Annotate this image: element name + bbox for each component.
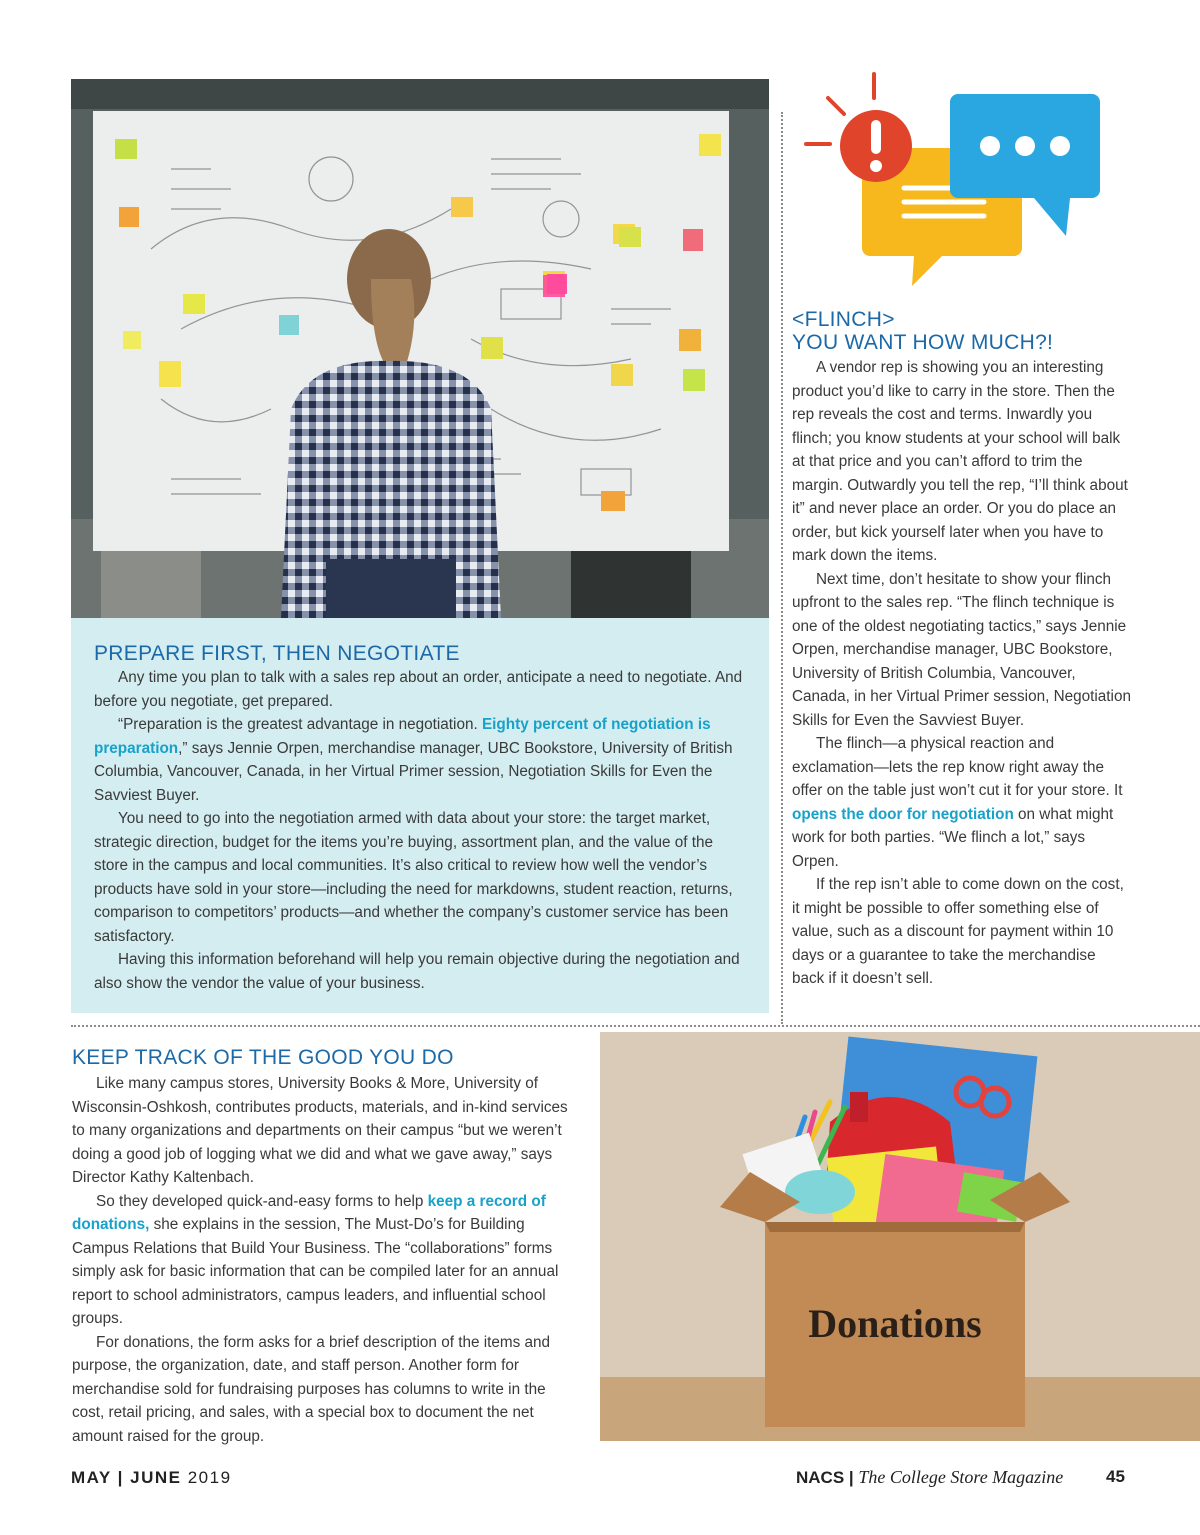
prepare-sidebar xyxy=(71,618,769,1013)
keep-track-section xyxy=(72,1046,572,1448)
donations-illustration xyxy=(600,1032,1200,1441)
flinch-paragraph-4: If the rep isn’t able to come down on the cost, it might be possible to offer something else of value, such as a discount for payment within 10 days or a guarantee to take the merchandise back if it doesn’t sell. xyxy=(792,876,1124,987)
flinch-paragraph-2: Next time, don’t hesitate to show your flinch upfront to the sales rep. “The flinch technique is one of the oldest negotiating tactics,” says Jennie Orpen, merchandise manager, UBC Bookstore, University of British Columbia, Vancouver, Canada, in her Virtual Primer session, Negotiation Skills for Even the Savviest Buyer. xyxy=(792,570,1131,729)
keep-track-p2-text-after: she explains in the session, The Must-Do’s for Building Campus Relations that Build Your Business. The “collaborations” forms simply ask for basic information that can be compiled later for an annual report to school administrators, campus leaders, and influential school groups. xyxy=(72,1216,559,1327)
footer-separator: | xyxy=(111,1468,131,1487)
flinch-heading-line2: YOU WANT HOW MUCH?! xyxy=(792,331,1054,354)
flinch-p3-text-after: on what might work for both parties. “We flinch a lot,” says Orpen. xyxy=(792,805,1114,870)
flinch-body xyxy=(792,356,1132,991)
prepare-paragraph-1: Any time you plan to talk with a sales rep about an order, anticipate a need to negotiate. And before you negotiate, get prepared. xyxy=(94,669,743,710)
footer-year: 2019 xyxy=(181,1468,232,1487)
prepare-paragraph-3: You need to go into the negotiation armed with data about your store: the target market, strategic direction, budget for the items you’re buying, assortment plan, and the value of the store in the campus and local communities. It’s also critical to review how well the vendor’s products have sold in your store—including the need for markdowns, student reaction, returns, comparison to competitors’ products—and whether the company’s customer service has been satisfactory. xyxy=(94,810,733,945)
keep-track-paragraph-3: For donations, the form asks for a brief description of the items and purpose, the organization, date, and staff person. Another form for merchandise sold for fundraising purposes has columns to write in the cost, retail pricing, and sales, with a special box to document the net amount raised for the group. xyxy=(72,1333,551,1445)
footer-month2: JUNE xyxy=(130,1468,182,1487)
footer-month: MAY xyxy=(71,1468,112,1487)
footer-publication: NACS | The College Store Magazine xyxy=(796,1467,1064,1487)
donations-box-photo xyxy=(600,1032,1200,1441)
keep-track-body xyxy=(72,1072,572,1448)
footer-publisher: NACS xyxy=(796,1468,845,1487)
section-divider xyxy=(71,1025,1200,1027)
prepare-paragraph-2 xyxy=(94,713,750,807)
flinch-section xyxy=(792,308,1132,991)
keep-track-p2-text: So they developed quick-and-easy forms to help xyxy=(96,1192,428,1210)
keep-track-p2-highlight: keep a record of donations, xyxy=(72,1192,546,1233)
footer-issue-date xyxy=(71,1468,232,1488)
column-divider xyxy=(781,112,783,1024)
whiteboard-illustration xyxy=(71,79,769,618)
keep-track-paragraph-2 xyxy=(72,1190,572,1331)
flinch-paragraph-3 xyxy=(792,732,1132,873)
prepare-body xyxy=(94,666,750,995)
prepare-paragraph-4: Having this information beforehand will help you remain objective during the negotiation and also show the vendor the value of your business. xyxy=(94,951,740,992)
page-number: 45 xyxy=(1106,1467,1125,1486)
donations-box-label: Donations xyxy=(808,1301,982,1346)
prepare-p2-text-after: ,” says Jennie Orpen, merchandise manager, UBC Bookstore, University of British Columbia, Vancouver, Canada, in her Virtual Primer session, Negotiation Skills for Even the Savviest Buyer. xyxy=(94,739,733,804)
prepare-p2-highlight: Eighty percent of negotiation is preparation xyxy=(94,716,711,757)
whiteboard-photo xyxy=(71,79,769,618)
flinch-paragraph-1: A vendor rep is showing you an interesting product you’d like to carry in the store. Then the rep reveals the cost and terms. Inwardly you flinch; you know students at your school will balk at that price and you can’t afford to trim the margin. Outwardly you tell the rep, “I’ll think about it” and never place an order. Or you do place an order, but kick yourself later when you have to mark down the items. xyxy=(792,359,1128,564)
flinch-heading-line1: <FLINCH> xyxy=(792,308,895,331)
keep-track-heading: KEEP TRACK OF THE GOOD YOU DO xyxy=(72,1046,454,1069)
flinch-p3-highlight: opens the door for negotiation xyxy=(792,805,1014,823)
flinch-p3-text: The flinch—a physical reaction and exclamation—lets the rep know right away the offer on the table just won’t cut it for your store. It xyxy=(792,735,1123,799)
footer-magazine-title: The College Store Magazine xyxy=(858,1467,1064,1487)
prepare-heading: PREPARE FIRST, THEN NEGOTIATE xyxy=(94,642,460,665)
prepare-p2-text: “Preparation is the greatest advantage in negotiation. xyxy=(118,716,482,733)
keep-track-paragraph-1: Like many campus stores, University Books & More, University of Wisconsin-Oshkosh, contributes products, materials, and in-kind services to many organizations and departments on their campus “but we weren’t doing a good job of logging what we did and what we gave away,” says Director Kathy Kaltenbach. xyxy=(72,1075,568,1186)
chat-alert-icon xyxy=(800,70,1110,300)
